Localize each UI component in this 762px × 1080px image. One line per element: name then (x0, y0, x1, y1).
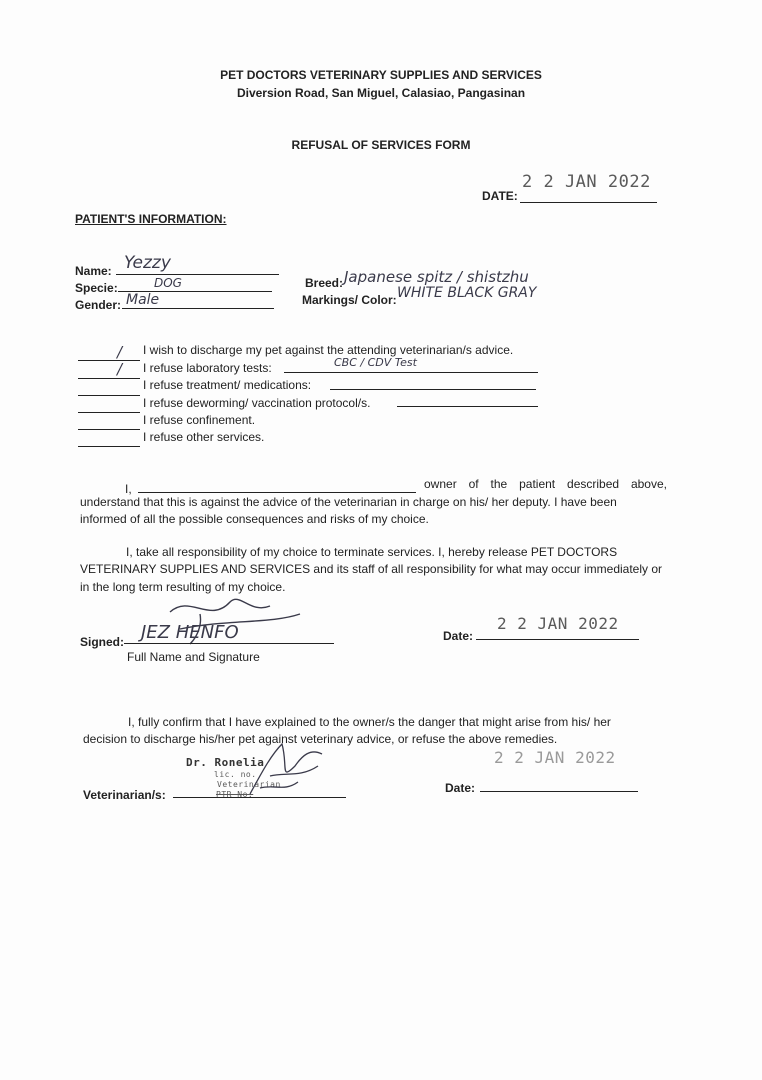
clinic-address: Diversion Road, San Miguel, Calasiao, Pangasinan (236, 86, 526, 100)
vet-date-stamp: 2 2 JAN 2022 (494, 748, 616, 767)
option-blank-line (78, 429, 140, 430)
option-blank-line (78, 378, 140, 379)
patient-section-title: PATIENT'S INFORMATION: (75, 212, 227, 226)
gender-value: Male (126, 292, 160, 308)
markings-value: WHITE BLACK GRAY (397, 285, 537, 301)
gender-line (122, 308, 274, 309)
vet-signature-scribble (240, 736, 330, 800)
option-check-mark: / (117, 343, 123, 361)
option-blank-line (78, 446, 140, 447)
vet-stamp-ptr: PTR No. (216, 790, 254, 799)
name-line (116, 274, 279, 275)
vet-stamp-license: lic. no. (214, 770, 257, 779)
date-stamp: 2 2 JAN 2022 (522, 172, 651, 192)
breed-value: Japanese spitz / shistzhu (344, 268, 529, 286)
release-line3: in the long term resulting of my choice. (80, 580, 286, 594)
breed-label: Breed: (305, 276, 344, 290)
option-treatment-text: I refuse treatment/ medications: (143, 378, 312, 392)
confirm-line1: I, fully confirm that I have explained to the owner/s the danger that might arise from his/ her (128, 715, 611, 729)
option-check-mark: / (117, 360, 123, 378)
signature-caption: Full Name and Signature (127, 650, 260, 664)
option-blank-line (78, 395, 140, 396)
owner-date-label: Date: (443, 629, 474, 643)
form-title: REFUSAL OF SERVICES FORM (291, 138, 471, 152)
option-blank-line (78, 412, 140, 413)
vet-date-label: Date: (445, 781, 476, 795)
date-line (520, 202, 657, 203)
statement-line2: understand that this is against the advice of the veterinarian in charge on his/ her deputy. I have been (80, 495, 617, 509)
release-line1: I, take all responsibility of my choice to terminate services. I, hereby release PET DOCTORS (126, 545, 618, 559)
option-blank-line (78, 360, 140, 361)
specie-value: DOG (154, 276, 182, 290)
owner-name-line (138, 492, 416, 493)
owner-signature-name: JEZ HENFO (141, 622, 239, 643)
owner-date-stamp: 2 2 JAN 2022 (497, 614, 619, 633)
signed-label: Signed: (80, 635, 124, 649)
name-value: Yezzy (124, 253, 171, 273)
vet-stamp-name: Dr. Ronelia (186, 756, 265, 769)
statement-lead: I, (125, 482, 132, 496)
option-lab-tests-text: I refuse laboratory tests: (143, 361, 272, 375)
lab-tests-detail-line (284, 372, 538, 373)
option-discharge-text: I wish to discharge my pet against the attending veterinarian/s advice. (143, 343, 514, 357)
vet-date-line (480, 791, 638, 792)
statement-line3: informed of all the possible consequences and risks of my choice. (80, 512, 429, 526)
clinic-name: PET DOCTORS VETERINARY SUPPLIES AND SERVICES (220, 68, 542, 82)
option-other-text: I refuse other services. (143, 430, 265, 444)
date-label: DATE: (482, 189, 518, 203)
lab-tests-detail: CBC / CDV Test (334, 356, 417, 369)
gender-label: Gender: (75, 298, 122, 312)
veterinarian-label: Veterinarian/s: (83, 788, 166, 802)
specie-label: Specie: (75, 281, 118, 295)
option-deworming-text: I refuse deworming/ vaccination protocol/s. (143, 396, 371, 410)
deworming-detail-line (397, 406, 538, 407)
signature-line (124, 643, 334, 644)
name-label: Name: (75, 264, 112, 278)
treatment-detail-line (330, 389, 536, 390)
owner-date-line (476, 639, 639, 640)
release-line2: VETERINARY SUPPLIES AND SERVICES and its staff of all responsibility for what may occur immediately or (80, 562, 663, 576)
confirm-line2: decision to discharge his/her pet against veterinary advice, or refuse the above remedies. (83, 732, 558, 746)
markings-label: Markings/ Color: (302, 293, 397, 307)
vet-stamp-title: Veterinarian (217, 780, 281, 789)
statement-line1: owner of the patient described above, (424, 477, 667, 491)
option-confinement-text: I refuse confinement. (143, 413, 256, 427)
